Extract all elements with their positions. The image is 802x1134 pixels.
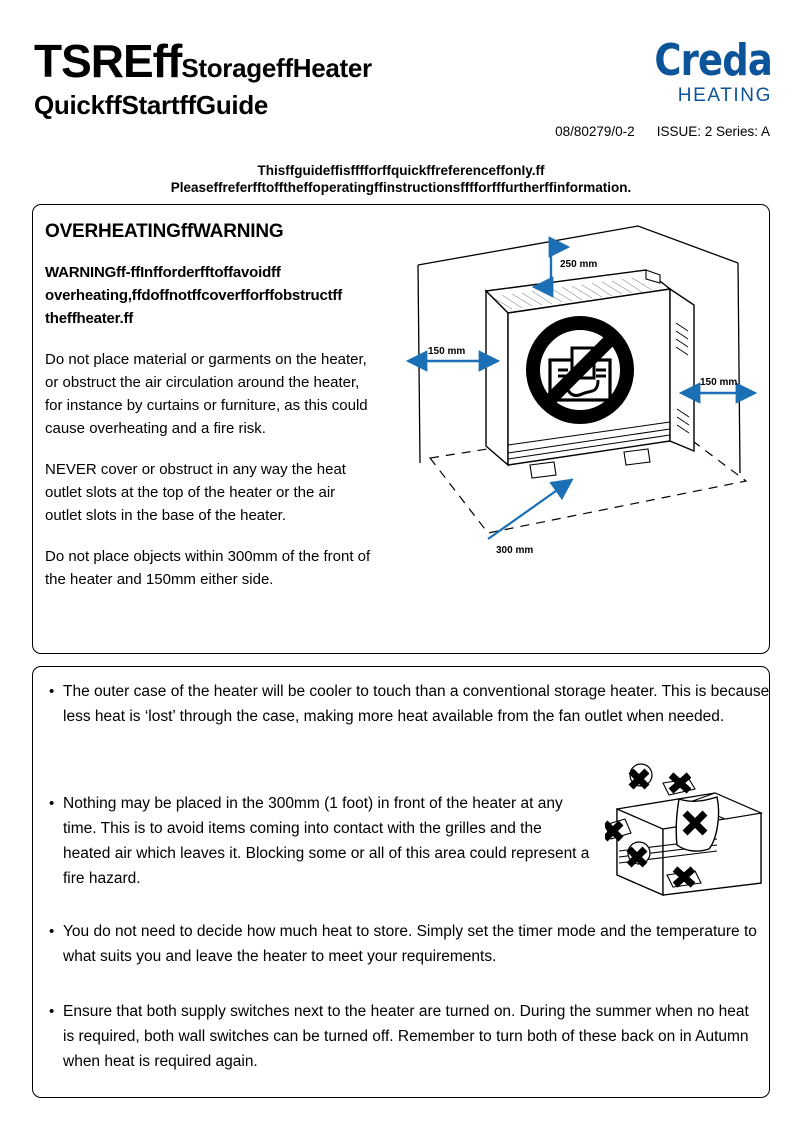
note-text: You do not need to decide how much heat to store. Simply set the timer mode and the temperature to what suits you and leave the heater to meet your requirements. [63,923,757,965]
dimension-right [698,377,738,393]
list-item [47,999,763,1074]
bullet-icon: • [49,923,55,940]
notes-list [47,679,770,1087]
title-model: TSREff [34,35,182,87]
bullet-icon: • [49,683,55,700]
title-product: StorageffHeater [181,53,372,83]
list-item [47,919,763,969]
list-item [47,791,593,891]
do-not-place-items-illustration [605,757,770,902]
note-text: Ensure that both supply switches next to the heater are turned on. During the summer when no heat is required, both wall switches can be turned off. Remember to turn both of these back on in Autumn when heat is required again. [63,1003,749,1070]
warning-paragraph-2: NEVER cover or obstruct in any way the heat outlet slots at the top of the heater or the air outlet slots in the base of the heater. [45,461,346,524]
brand-name: Creda [654,35,772,86]
warning-text-column [45,221,375,591]
bullet-icon: • [49,795,55,812]
overheating-warning-box [32,204,770,654]
bullet-icon: • [49,1003,55,1020]
dimension-left [425,346,481,361]
note-text: The outer case of the heater will be cooler to touch than a conventional storage heater. This is because less heat is ‘lost’ through the case, making more heat available from the fan outlet when needed. [63,683,770,725]
warning-emphasis-line-2: overheating,ffdoffnotffcoverfforffobstructff [45,287,343,304]
document-reference-code: 08/80279/0-2 [555,124,635,139]
guide-scope-note [30,162,772,196]
dimension-top-label: 250 mm [560,259,598,270]
brand-category: HEATING [677,85,772,106]
do-not-place-items-svg [605,757,770,902]
dimension-right-label: 150 mm [700,377,738,388]
guide-scope-line-2: Pleaseffreferfftofftheffoperatingffinstructionsfffforfffurtherffinformation. [170,180,632,195]
clearance-diagram-svg [378,213,758,643]
heater-clearance-diagram [378,213,758,643]
dimension-front-label: 300 mm [496,545,534,556]
general-notes-box [32,666,770,1098]
warning-paragraph-1: Do not place material or garments on the heater, or obstruct the air circulation around the heater, for instance by curtains or furniture, as this could cause overheating and a fire risk. [45,351,368,437]
document-issue-code: ISSUE: 2 Series: A [656,124,770,139]
warning-heading: OVERHEATINGffWARNING [45,221,284,242]
document-title [34,34,372,88]
warning-emphasis-line-3: theffheater.ff [45,310,134,327]
document-subtitle-guide: QuickffStartffGuide [34,90,269,120]
document-header [30,34,772,152]
warning-emphasis-line-1: WARNINGff-ffInfforderfftoffavoidff [45,264,281,281]
note-text: Nothing may be placed in the 300mm (1 foot) in front of the heater at any time. This is to avoid items coming into contact with the grilles and the heated air which leaves it. Blocking some or all of this area could represent a fire hazard. [63,795,590,887]
guide-scope-line-1: ThisffguideffisfffforffquickffreferenceffonIy.ff [257,163,545,178]
dimension-left-label: 150 mm [428,346,466,357]
creda-logo [542,35,772,107]
list-item [47,679,773,729]
document-codes [555,124,770,139]
warning-emphasis-text [45,261,375,330]
warning-paragraph-3: Do not place objects within 300mm of the front of the heater and 150mm either side. [45,548,371,588]
